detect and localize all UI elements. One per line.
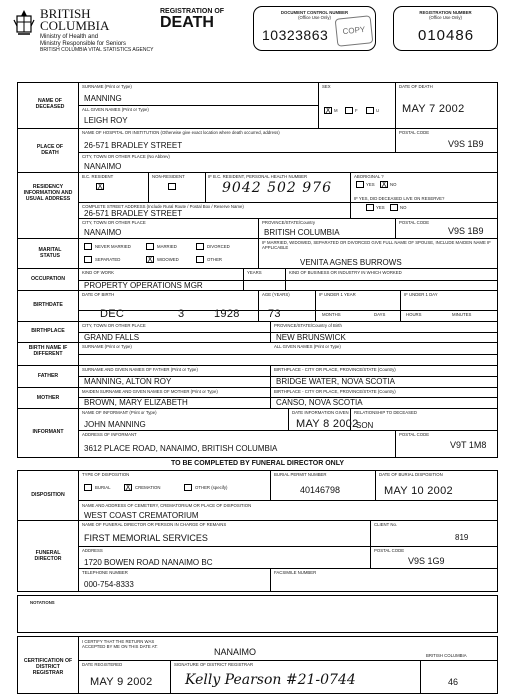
form-title-sub: REGISTRATION OF [160, 8, 225, 15]
value-info-postal: V9T 1M8 [450, 440, 487, 450]
label-date-of-death: DATE OF DEATH [399, 84, 433, 89]
label-months: MONTHS [322, 312, 341, 317]
form-title [160, 8, 224, 31]
label-bp-province: PROVINCE/STATE/Country of Birth [274, 323, 342, 328]
label-reserve-question: IF YES, DID DECEASED LIVE ON RESERVE? [354, 196, 445, 201]
value-given-names: LEIGH ROY [84, 116, 128, 125]
notations-frame [17, 595, 498, 633]
label-minutes: MINUTES [452, 312, 472, 317]
value-info-address: 3612 PLACE ROAD, NANAIMO, BRITISH COLUMBIA [84, 444, 278, 453]
label-sex-u: U [376, 108, 380, 113]
registration-number-value: 010486 [418, 27, 475, 44]
value-res-province: BRITISH COLUMBIA [264, 228, 340, 237]
label-dob: DATE OF BIRTH [82, 292, 115, 297]
value-dob-day: 3 [178, 308, 185, 320]
value-dob-month: DEC [100, 308, 125, 320]
label-fd-name: NAME OF FUNERAL DIRECTOR OR PERSON IN CHARGE OF REMAINS [82, 522, 227, 527]
label-reserve-yes: YES [376, 205, 385, 210]
value-informant-name: JOHN MANNING [84, 420, 146, 429]
label-kind-business: KIND OF BUSINESS OR INDUSTRY IN WHICH WORKED [289, 270, 402, 275]
value-occupation: PROPERTY OPERATIONS MGR [84, 281, 203, 290]
value-disp-date: MAY 10 2002 [384, 485, 453, 497]
label-days: DAYS [374, 312, 386, 317]
label-bn-given: ALL GIVEN NAMES (Print or Type) [274, 344, 341, 349]
label-info-address: ADDRESS OF INFORMANT [82, 432, 137, 437]
value-hospital: 26-571 BRADLEY STREET [84, 141, 183, 150]
label-bc-resident: B.C. RESIDENT [82, 174, 114, 179]
registration-number-box [393, 6, 498, 51]
section-name-of-deceased: NAME OF DECEASED [35, 98, 65, 110]
section-birthdate: BIRTHDATE [33, 302, 63, 308]
checkbox-married[interactable] [146, 243, 154, 250]
value-age: 73 [268, 308, 281, 320]
checkbox-reserve-yes[interactable] [366, 204, 374, 211]
value-phn: 9042 502 976 [222, 180, 332, 196]
section-father: FATHER [37, 373, 59, 379]
value-permit: 40146798 [300, 485, 341, 495]
label-disp-date: DATE OF BURIAL DISPOSITION [379, 472, 443, 477]
checkbox-sex-u[interactable] [366, 107, 374, 114]
label-hospital: NAME OF HOSPITAL OR INSTITUTION (Otherwise give exact location where death occurred, address) [82, 130, 280, 135]
label-spouse [262, 240, 496, 250]
agency-line: BRITISH COLUMBIA VITAL STATISTICS AGENCY [40, 47, 154, 53]
doc-control-label: DOCUMENT CONTROL NUMBER [280, 10, 349, 15]
registration-office-use: (Office Use Only) [429, 15, 462, 20]
checkbox-reserve-no[interactable] [390, 204, 398, 211]
label-permit: BURIAL PERMIT NUMBER [274, 472, 327, 477]
registrar-signature: Kelly Pearson #21-0744 [185, 672, 356, 688]
brand-line-2: COLUMBIA [40, 18, 110, 33]
bc-resident-mark: X [97, 182, 103, 191]
label-sex: SEX [322, 84, 331, 89]
value-dob-year: 1928 [214, 308, 240, 320]
section-birthplace: BIRTHPLACE [31, 328, 65, 334]
label-age: AGE (YEARS) [262, 292, 290, 297]
registration-number-label: REGISTRATION NUMBER [419, 10, 472, 15]
label-mother-name: MAIDEN SURNAME AND GIVEN NAMES OF MOTHER (Print or Type) [82, 389, 218, 394]
copy-stamp-text: COPY [342, 24, 366, 37]
label-reserve-no: NO [400, 205, 407, 210]
funeral-director-banner: TO BE COMPLETED BY FUNERAL DIRECTOR ONLY [170, 460, 345, 467]
label-disp-type: TYPE OF DISPOSITION [82, 472, 130, 477]
label-fd-postal: POSTAL CODE [374, 548, 405, 553]
checkbox-cremation[interactable] [124, 484, 132, 491]
label-fax: FACSIMILE NUMBER [274, 570, 317, 575]
checkbox-aboriginal-yes[interactable] [356, 181, 364, 188]
checkbox-burial[interactable] [84, 484, 92, 491]
label-death-postal: POSTAL CODE [399, 130, 430, 135]
checkbox-non-resident[interactable] [168, 183, 176, 190]
label-sex-f: F [355, 108, 358, 113]
label-telephone: TELEPHONE NUMBER [82, 570, 128, 575]
cremation-mark: X [125, 483, 131, 492]
label-widowed: WIDOWED [157, 257, 179, 262]
doc-control-office-use: (Office Use Only) [298, 15, 331, 20]
label-other-disp: OTHER (specify) [195, 485, 228, 490]
value-res-city: NANAIMO [84, 228, 122, 237]
checkbox-aboriginal-no[interactable] [380, 181, 388, 188]
label-bp-city: CITY, TOWN OR OTHER PLACE [82, 323, 146, 328]
value-street: 26-571 BRADLEY STREET [84, 209, 183, 218]
doc-control-value: 10323863 [262, 27, 329, 43]
label-res-province: PROVINCE/STATE/Country [262, 220, 316, 225]
form-title-main: DEATH [160, 14, 214, 31]
value-fd-postal: V9S 1G9 [408, 556, 445, 566]
section-disposition: DISPOSITION [31, 492, 65, 498]
label-notations: NOTATIONS [30, 600, 55, 605]
label-years: YEARS [247, 270, 262, 275]
value-bp-province: NEW BRUNSWICK [276, 333, 346, 342]
value-registered-at: NANAIMO [214, 647, 257, 657]
label-info-date: DATE INFORMATION GIVEN [292, 410, 349, 415]
copy-stamp [335, 15, 374, 47]
checkbox-never-married[interactable] [84, 243, 92, 250]
aboriginal-no-mark: X [381, 180, 387, 189]
label-aboriginal: ABORIGINAL ? [354, 174, 384, 179]
ministry-line-1: Ministry of Health and [40, 34, 99, 40]
label-other-marital: OTHER [207, 257, 223, 262]
brand-line-1: BRITISH [40, 6, 91, 21]
value-mother-name: BROWN, MARY ELIZABETH [84, 398, 188, 407]
value-date-of-death: MAY 7 2002 [402, 103, 465, 115]
label-hours: HOURS [406, 312, 422, 317]
label-certify [82, 639, 172, 649]
label-sex-m: M [334, 108, 338, 113]
value-district-no: 46 [448, 677, 459, 687]
label-father-name: SURNAME AND GIVEN NAMES OF FATHER (Print or Type) [82, 367, 198, 372]
value-cemetery: WEST COAST CREMATORIUM [84, 511, 199, 520]
brand-name [40, 8, 109, 32]
label-street: COMPLETE STREET ADDRESS (Include Rural Route / Postal Box / Reserve Name) [82, 204, 244, 209]
label-date-registered: DATE REGISTERED [82, 662, 123, 667]
label-never-married: NEVER MARRIED [95, 244, 131, 249]
value-mother-birthplace: CANSO, NOVA SCOTIA [276, 398, 363, 407]
label-res-postal: POSTAL CODE [399, 220, 430, 225]
label-signature: SIGNATURE OF DISTRICT REGISTRAR [174, 662, 254, 667]
label-death-city: CITY, TOWN OR OTHER PLACE (No Abbrev) [82, 154, 170, 159]
checkbox-bc-resident[interactable] [96, 183, 104, 190]
value-death-postal: V9S 1B9 [448, 139, 484, 149]
label-separated: SEPARATED [95, 257, 121, 262]
label-informant-name: NAME OF INFORMANT (Print or Type) [82, 410, 157, 415]
section-occupation: OCCUPATION [30, 276, 66, 282]
checkbox-other-marital[interactable] [196, 256, 204, 263]
value-spouse: VENITA AGNES BURROWS [300, 258, 402, 267]
document-control-box [253, 6, 376, 51]
label-father-birthplace: BIRTHPLACE - CITY OR PLACE, PROVINCE/STATE (Country) [274, 367, 396, 372]
section-place-of-death: PLACE OF DEATH [36, 144, 64, 156]
value-fd-address: 1720 BOWEN ROAD NANAIMO BC [84, 558, 213, 567]
widowed-mark: X [147, 255, 153, 264]
label-cremation: CREMATION [135, 485, 161, 490]
checkbox-sex-f[interactable] [345, 107, 353, 114]
checkbox-sex-m[interactable] [324, 107, 332, 114]
section-informant: INFORMANT [32, 429, 64, 435]
value-relationship: SON [356, 421, 374, 430]
label-surname: SURNAME (Print or Type) [82, 84, 132, 89]
label-mother-birthplace: BIRTHPLACE - CITY OR PLACE, PROVINCE/STATE (Country) [274, 389, 396, 394]
checkbox-other-disp[interactable] [184, 484, 192, 491]
label-spouse-text: IF MARRIED, WIDOWED, SEPARATED OR DIVORCED GIVE FULL NAME OF SPOUSE, INCLUDE MAIDEN NAME IF APPLICABLE [262, 240, 491, 250]
checkbox-widowed[interactable] [146, 256, 154, 263]
value-fd-name: FIRST MEMORIAL SERVICES [84, 533, 208, 543]
sex-m-mark: X [325, 106, 331, 115]
value-date-registered: MAY 9 2002 [90, 676, 153, 688]
label-bc: BRITISH COLUMBIA [426, 653, 467, 658]
label-client-no: CLIENT No. [374, 522, 398, 527]
section-funeral-director: FUNERAL DIRECTOR [34, 550, 62, 562]
label-certify-text: I CERTIFY THAT THE RETURN WAS ACCEPTED BY ME ON THIS DATE AT: [82, 639, 158, 649]
value-surname: MANNING [84, 94, 122, 103]
label-kind-work: KIND OF WORK [82, 270, 114, 275]
label-phn: IF B.C. RESIDENT, PERSONAL HEALTH NUMBER [208, 174, 308, 179]
value-father-name: MANNING, ALTON ROY [84, 377, 172, 386]
checkbox-divorced[interactable] [196, 243, 204, 250]
section-mother: MOTHER [36, 395, 60, 401]
label-under-1-day: IF UNDER 1 DAY [404, 292, 438, 297]
label-non-resident: NON-RESIDENT [152, 174, 185, 179]
value-father-birthplace: BRIDGE WATER, NOVA SCOTIA [276, 377, 395, 386]
value-death-city: NANAIMO [84, 162, 122, 171]
bc-crest-icon [12, 8, 36, 38]
value-client-no: 819 [455, 533, 469, 542]
label-relationship: RELATIONSHIP TO DECEASED [354, 410, 417, 415]
label-aboriginal-no: NO [390, 182, 397, 187]
label-married: MARRIED [157, 244, 177, 249]
label-divorced: DIVORCED [207, 244, 230, 249]
checkbox-separated[interactable] [84, 256, 92, 263]
value-info-date: MAY 8 2002 [296, 418, 359, 430]
label-cemetery: NAME AND ADDRESS OF CEMETERY, CREMATORIUM OR PLACE OF DISPOSITION [82, 503, 252, 508]
label-aboriginal-yes: YES [366, 182, 375, 187]
label-res-city: CITY, TOWN OR OTHER PLACE [82, 220, 146, 225]
label-burial: BURIAL [95, 485, 111, 490]
label-info-postal: POSTAL CODE [399, 432, 430, 437]
value-bp-city: GRAND FALLS [84, 333, 140, 342]
section-marital: MARITAL STATUS [38, 247, 62, 259]
ministry-line-2: Ministry Responsible for Seniors [40, 40, 127, 47]
label-given-names: ALL GIVEN NAMES (Print or Type) [82, 107, 149, 112]
section-birth-name: BIRTH NAME IF DIFFERENT [28, 345, 68, 357]
value-res-postal: V9S 1B9 [448, 226, 484, 236]
section-residency: RESIDENCY INFORMATION AND USUAL ADDRESS [23, 184, 73, 202]
label-bn-surname: SURNAME (Print or Type) [82, 344, 132, 349]
section-certification: CERTIFICATION OF DISTRICT REGISTRAR [23, 658, 73, 676]
label-under-1-year: IF UNDER 1 YEAR [319, 292, 356, 297]
label-fd-address: ADDRESS [82, 548, 103, 553]
value-telephone: 000-754-8333 [84, 580, 134, 589]
